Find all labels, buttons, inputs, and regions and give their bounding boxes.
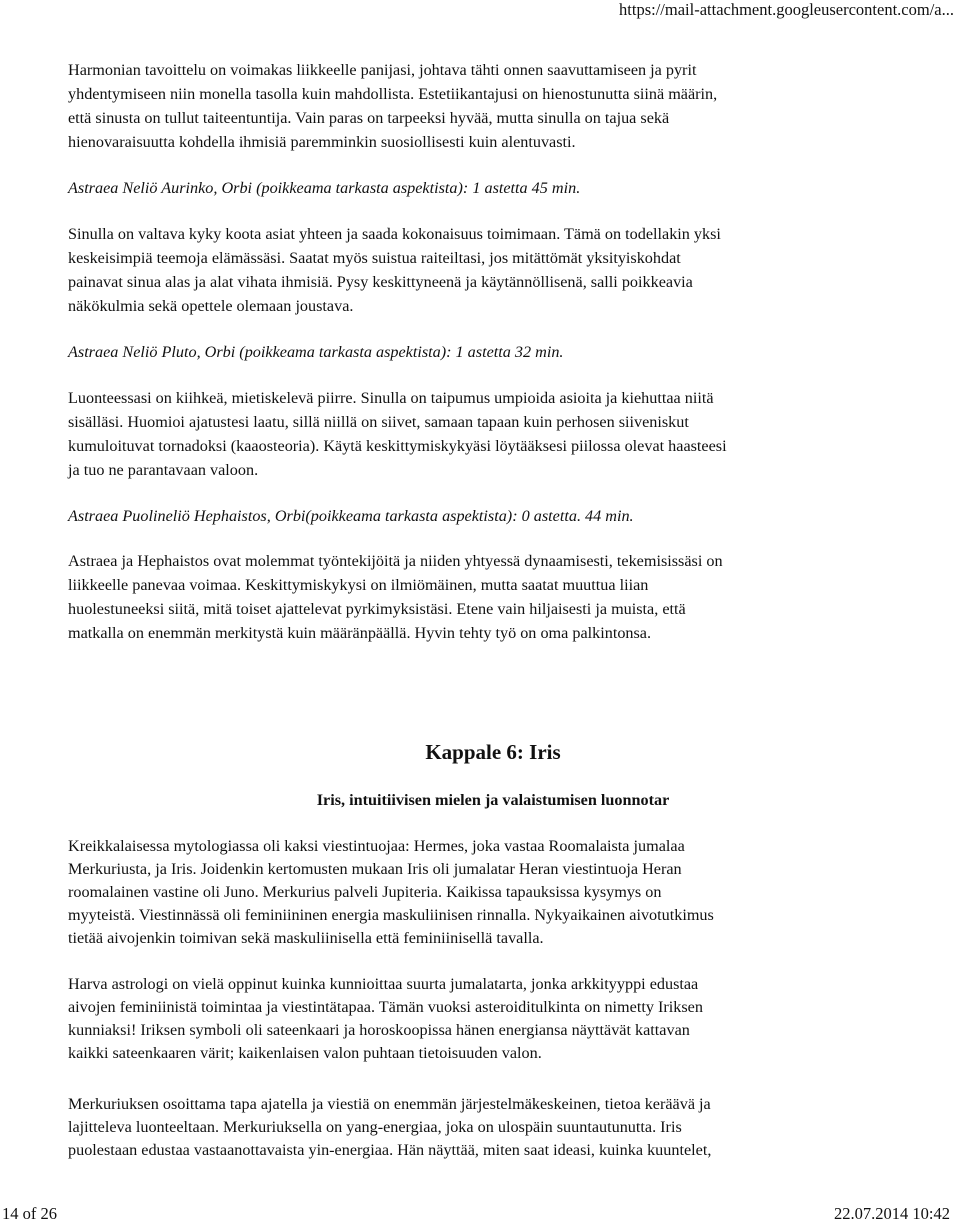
chapter-subtitle: Iris, intuitiivisen mielen ja valaistumisen luonnotar (316, 791, 670, 809)
text-line: yhdentymiseen niin monella tasolla kuin mahdollista. Estetiikantajusi on hienostunutta siinä määrin, (68, 85, 718, 103)
text-line: kaikki sateenkaaren värit; kaikenlaisen valon puhtaan tietoisuuden valon. (68, 1044, 542, 1062)
aspect-heading-aurinko (68, 176, 888, 200)
paragraph-kokonaisuus (68, 222, 888, 318)
text-line: lajitteleva luonteeltaan. Merkuriuksella on yang-energiaa, joka on ulospäin suuntautunutta. Iris (68, 1118, 682, 1136)
text-line: Astraea Puolineliö Hephaistos, Orbi(poikkeama tarkasta aspektista): 0 astetta. 44 min. (68, 507, 634, 525)
text-line: ja tuo ne parantavaan valoon. (68, 461, 259, 479)
text-line: matkalla on enemmän merkitystä kuin määränpäällä. Hyvin tehty työ on oma palkintonsa. (68, 624, 652, 642)
text-line: liikkeelle panevaa voimaa. Keskittymiskykysi on ilmiömäinen, mutta saatat muuttua liian (68, 576, 649, 594)
text-line: myyteistä. Viestinnässä oli feminiininen energia maskuliinisen rinnalla. Nykyaikainen aivotutkimus (68, 906, 714, 924)
text-line: roomalainen vastine oli Juno. Merkurius palveli Jupiteria. Kaikissa tapauksissa kysymys on (68, 883, 662, 901)
footer-datetime: 22.07.2014 10:42 (834, 1204, 950, 1223)
text-line: aivojen feminiinistä toimintaa ja viestintätapaa. Tämän vuoksi asteroiditulkinta on nimetty Iriksen (68, 998, 703, 1016)
aspect-heading-pluto (68, 340, 888, 364)
text-line: Merkuriusta, ja Iris. Joidenkin kertomusten mukaan Iris oli jumalatar Heran viestintuoja Heran (68, 860, 682, 878)
text-line: huolestuneeksi siitä, mitä toiset ajattelevat pyrkimyksistäsi. Etene vain hiljaisesti ja muista, että (68, 600, 686, 618)
text-line: sisälläsi. Huomioi ajatustesi laatu, sillä niillä on siivet, samaan tapaan kuin perhosen siiveniskut (68, 413, 689, 431)
text-line: tietää aivojenkin toimivan sekä maskuliinisella että feminiinisellä tavalla. (68, 929, 544, 947)
text-line: kumuloituvat tornadoksi (kaaosteoria). Käytä keskittymiskykyäsi löytääksesi piilossa olevat haasteesi (68, 437, 727, 455)
text-line: painavat sinua alas ja alat vihata ihmisiä. Pysy keskittyneenä ja käytännöllisenä, salli poikkeavia (68, 273, 693, 291)
text-line: Sinulla on valtava kyky koota asiat yhteen ja saada kokonaisuus toimimaan. Tämä on todellakin yksi (68, 225, 721, 243)
paragraph-harmonia (68, 58, 888, 154)
text-line: näkökulmia sekä opettele olemaan joustava. (68, 297, 354, 315)
text-line: Harmonian tavoittelu on voimakas liikkeelle panijasi, johtava tähti onnen saavuttamiseen ja pyrit (68, 61, 697, 79)
text-line: kunniaksi! Iriksen symboli oli sateenkaari ja horoskoopissa hänen energiansa näyttävät kattavan (68, 1021, 690, 1039)
chapter-title: Kappale 6: Iris (425, 740, 561, 764)
text-line: Luonteessasi on kiihkeä, mietiskelevä piirre. Sinulla on taipumus umpioida asioita ja kiehuttaa niitä (68, 389, 714, 407)
text-line: Astraea Neliö Pluto, Orbi (poikkeama tarkasta aspektista): 1 astetta 32 min. (68, 343, 564, 361)
text-line: Astraea ja Hephaistos ovat molemmat työntekijöitä ja niiden yhtyessä dynaamisesti, tekemisissäsi on (68, 552, 723, 570)
text-line: Kreikkalaisessa mytologiassa oli kaksi viestintuojaa: Hermes, joka vastaa Roomalaista jumalaa (68, 837, 685, 855)
paragraph-merkurius (68, 1093, 888, 1162)
text-line: keskeisimpiä teemoja elämässäsi. Saatat myös suistua raiteiltasi, jos mitättömät yksityiskohdat (68, 249, 681, 267)
text-line: hienovaraisuutta kohdella ihmisiä paremminkin suosiollisesti kuin alentuvasti. (68, 133, 576, 151)
text-line: Merkuriuksen osoittama tapa ajatella ja viestiä on enemmän järjestelmäkeskeinen, tietoa keräävä ja (68, 1095, 711, 1113)
paragraph-tyontekijat (68, 549, 888, 645)
footer-page-number: 14 of 26 (2, 1204, 57, 1223)
text-line: Harva astrologi on vielä oppinut kuinka kunnioittaa suurta jumalatarta, jonka arkkityyppi edustaa (68, 975, 699, 993)
header-url: https://mail-attachment.googleusercontent.com/a... (619, 0, 954, 19)
text-line: Astraea Neliö Aurinko, Orbi (poikkeama tarkasta aspektista): 1 astetta 45 min. (68, 179, 581, 197)
paragraph-mytologia (68, 835, 888, 950)
paragraph-astrologi (68, 973, 888, 1065)
aspect-heading-hephaistos (68, 504, 888, 528)
text-line: puolestaan edustaa vastaanottavaista yin-energiaa. Hän näyttää, miten saat ideasi, kuinka kuuntelet, (68, 1141, 712, 1159)
text-line: että sinusta on tullut taiteentuntija. Vain paras on tarpeeksi hyvää, mutta sinulla on tajua sekä (68, 109, 670, 127)
paragraph-luonne (68, 386, 888, 482)
